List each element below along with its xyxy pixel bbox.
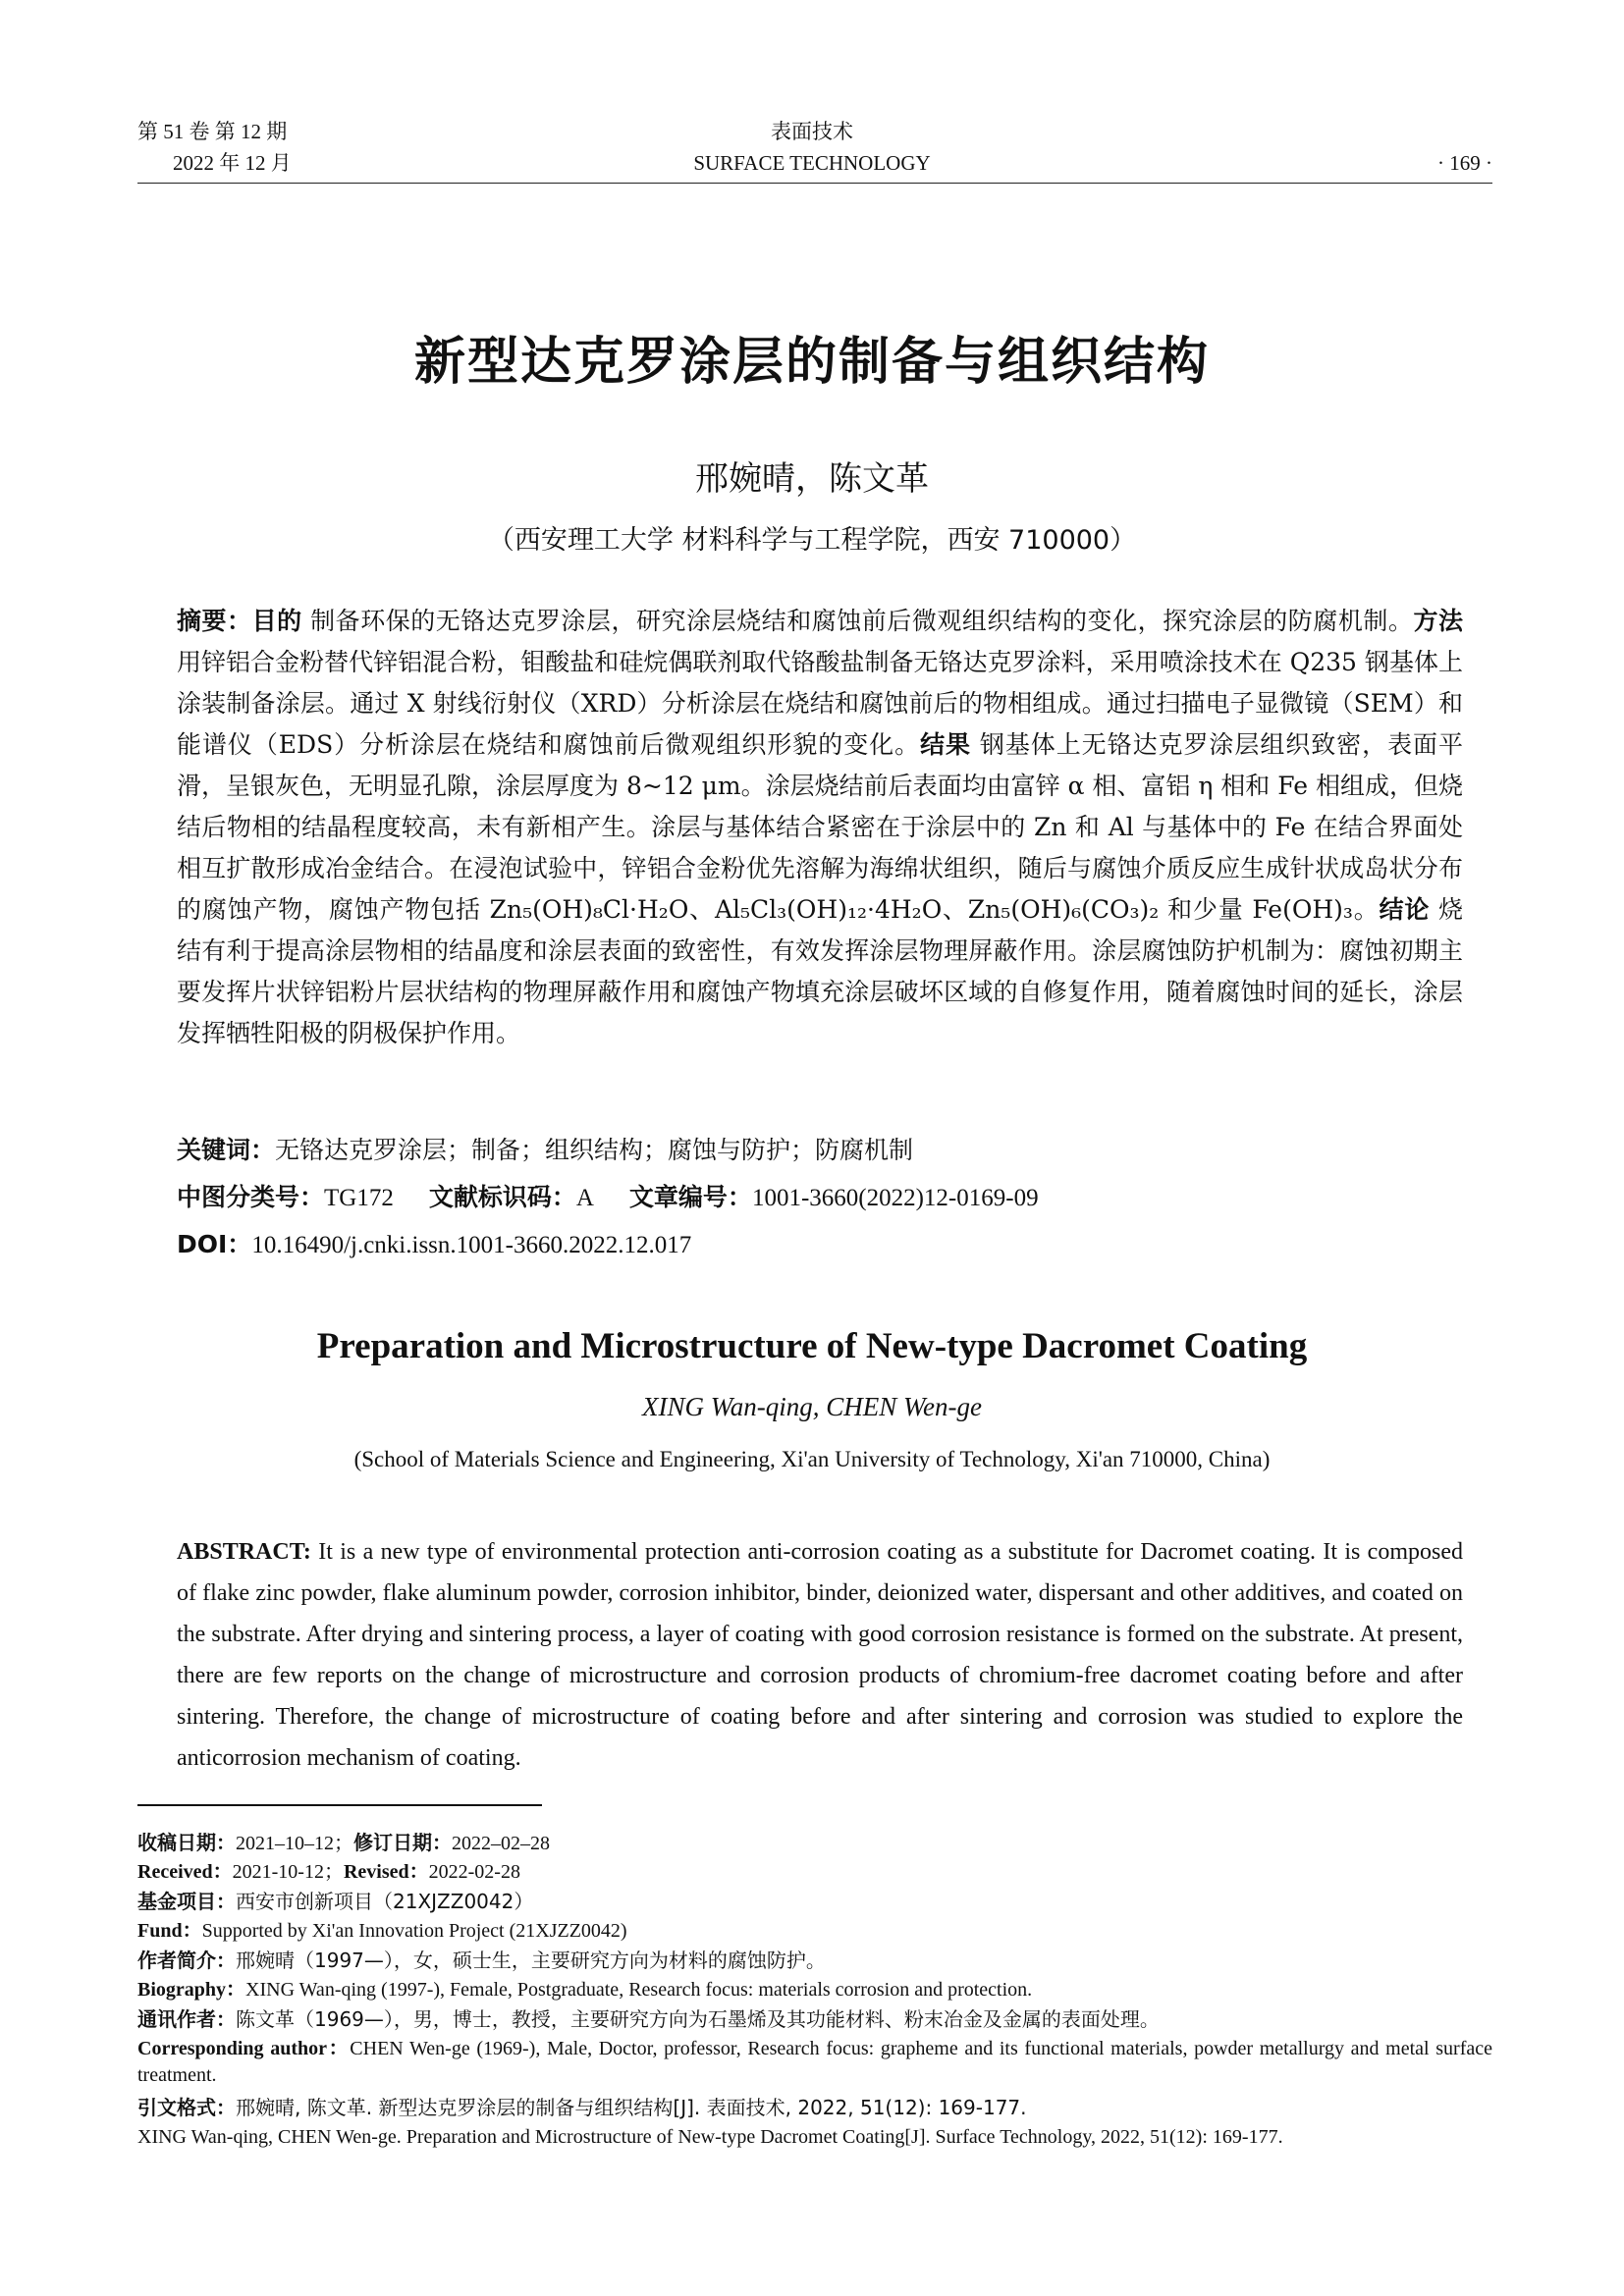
keywords-text: 无铬达克罗涂层；制备；组织结构；腐蚀与防护；防腐机制 xyxy=(275,1136,914,1164)
abstract-label-cn: 摘要： xyxy=(177,607,252,635)
footnote-received-en: Received：2021-10-12；Revised：2022-02-28 xyxy=(137,1861,520,1883)
conclusion-label: 结论 xyxy=(1379,895,1431,924)
authors-cn: 邢婉晴，陈文革 xyxy=(695,459,929,499)
footnote-divider xyxy=(137,1804,542,1806)
affiliation-en: (School of Materials Science and Engineering, Xi'an University of Technology, Xi'an 710000, China) xyxy=(353,1447,1271,1471)
footnote-bio-cn: 作者简介：邢婉晴（1997—），女，硕士生，主要研究方向为材料的腐蚀防护。 xyxy=(137,1949,826,1972)
article-title-cn: 新型达克罗涂层的制备与组织结构 xyxy=(413,333,1210,392)
doi-value: 10.16490/j.cnki.issn.1001-3660.2022.12.017 xyxy=(251,1232,692,1258)
footnote-received-cn: 收稿日期：2021–10–12；修订日期：2022–02–28 xyxy=(137,1831,550,1854)
header-divider xyxy=(137,183,1492,184)
method-text: 用锌铝合金粉替代锌铝混合粉，钼酸盐和硅烷偶联剂取代铬酸盐制备无铬达克罗涂料，采用喷涂技术在 Q235 钢基体上涂装制备涂层。通过 X 射线衍射仪（XRD）分析涂层在烧结和腐蚀前后的物相组成。通过扫描电子显微镜（SEM）和能谱仪（EDS）分析涂层在烧结和腐蚀前后微观组织形貌的变化。 xyxy=(177,648,1463,759)
abstract-en xyxy=(177,1531,1463,1779)
corrosion-product-formulas: ₅(OH)₈Cl·H₂O、Al₅Cl₃(OH)₁₂·4H₂O、Zn₅(OH)₆(CO₃)₂ xyxy=(522,895,1168,924)
journal-name-cn: 表面技术 xyxy=(771,120,853,143)
purpose-text: 制备环保的无铬达克罗涂层，研究涂层烧结和腐蚀前后微观组织结构的变化，探究涂层的防腐机制。 xyxy=(301,607,1414,635)
article-title-en: Preparation and Microstructure of New-type Dacromet Coating xyxy=(316,1326,1308,1366)
issue-date: 2022 年 12 月 xyxy=(173,151,292,175)
page-number: · 169 · xyxy=(1437,151,1492,175)
classification-line xyxy=(177,1178,1463,1218)
abstract-label-en: ABSTRACT: xyxy=(177,1539,311,1565)
footnote-citation-en: XING Wan-qing, CHEN Wen-ge. Preparation and Microstructure of New-type Dacromet Coating[J]. Surface Technology, 2022, 51(12): 169-177. xyxy=(137,2126,1283,2148)
journal-name-en: SURFACE TECHNOLOGY xyxy=(693,151,931,175)
footnote-fund-cn: 基金项目：西安市创新项目（21XJZZ0042） xyxy=(137,1890,534,1913)
footnote-fund-en: Fund：Supported by Xi'an Innovation Project (21XJZZ0042) xyxy=(137,1920,627,1942)
footnote-corresponding-en: Corresponding author：CHEN Wen-ge (1969-), Male, Doctor, professor, Research focus: grapheme and its functional materials, powder metallurgy and metal surface treatment. xyxy=(137,2038,1492,2086)
running-header-center xyxy=(0,116,1624,179)
result-label: 结果 xyxy=(920,730,971,759)
affiliation-cn: （西安理工大学 材料科学与工程学院，西安 710000） xyxy=(487,525,1137,556)
abstract-text-en: It is a new type of environmental protection anti-corrosion coating as a substitute for Dacromet coating. It is composed of flake zinc powder, flake aluminum powder, corrosion inhibitor, binder, deionized water, dispersant and other additives, and coated on the substrate. After drying and sintering process, a layer of coating with good corrosion resistance is formed on the substrate. At present, there are few reports on the change of microstructure and corrosion products of chromium-free dacromet coating before and after sintering. Therefore, the change of microstructure of coating before and after sintering and corrosion was studied to explore the anticorrosion mechanism of coating. xyxy=(177,1539,1463,1771)
method-label: 方法 xyxy=(1413,607,1463,635)
conclusion-text: 烧结有利于提高涂层物相的结晶度和涂层表面的致密性，有效发挥涂层物理屏蔽作用。涂层腐蚀防护机制为：腐蚀初期主要发挥片状锌铝粉片层状结构的物理屏蔽作用和腐蚀产物填充涂层破坏区域的自修复作用，随着腐蚀时间的延长，涂层发挥牺牲阳极的阴极保护作用。 xyxy=(177,895,1463,1047)
footnote-corresponding-cn: 通讯作者：陈文革（1969—），男，博士，教授，主要研究方向为石墨烯及其功能材料、粉末冶金及金属的表面处理。 xyxy=(137,2007,1160,2031)
keywords-label: 关键词： xyxy=(177,1136,276,1164)
volume-issue: 第 51 卷 第 12 期 xyxy=(137,120,288,143)
authors-en: XING Wan-qing, CHEN Wen-ge xyxy=(642,1392,982,1421)
footnote-bio-en: Biography：XING Wan-qing (1997-), Female, Postgraduate, Research focus: materials corrosion and protection. xyxy=(137,1979,1033,2001)
purpose-label: 目的 xyxy=(251,607,302,635)
doi-label: DOI： xyxy=(177,1230,252,1258)
result-text-a: 钢基体上无铬达克罗涂层组织致密，表面平滑，呈银灰色，无明显孔隙，涂层厚度为 8~12 μm。涂层烧结前后表面均由富锌 α 相、富铝 η 相和 Fe 相组成，但烧结后物相的结晶程度较高，未有新相产生。涂层与基体结合紧密在于涂层中的 Zn 和 Al 与基体中的 Fe 在结合界面处相互扩散形成冶金结合。在浸泡试验中，锌铝合金粉优先溶解为海绵状组织，随后与腐蚀介质反应生成针状成岛状分布的腐蚀产物，腐蚀产物包括 Zn xyxy=(177,730,1463,924)
formula-subscript: ₃。 xyxy=(1342,895,1380,924)
doc-code-value: A xyxy=(575,1185,594,1211)
clc-value: TG172 xyxy=(324,1185,394,1211)
abstract-cn xyxy=(177,601,1463,1054)
article-no-value: 1001-3660(2022)12-0169-09 xyxy=(751,1185,1039,1211)
doc-code-label: 文献标识码： xyxy=(428,1183,576,1211)
clc-label: 中图分类号： xyxy=(177,1183,325,1211)
doi-line xyxy=(177,1225,1463,1265)
keywords-cn xyxy=(177,1131,1463,1170)
result-text-b: 和少量 Fe(OH) xyxy=(1167,895,1343,924)
footnote-citation-cn: 引文格式：邢婉晴, 陈文革. 新型达克罗涂层的制备与组织结构[J]. 表面技术, 2022, 51(12): 169-177. xyxy=(137,2096,1027,2119)
article-no-label: 文章编号： xyxy=(628,1183,752,1211)
